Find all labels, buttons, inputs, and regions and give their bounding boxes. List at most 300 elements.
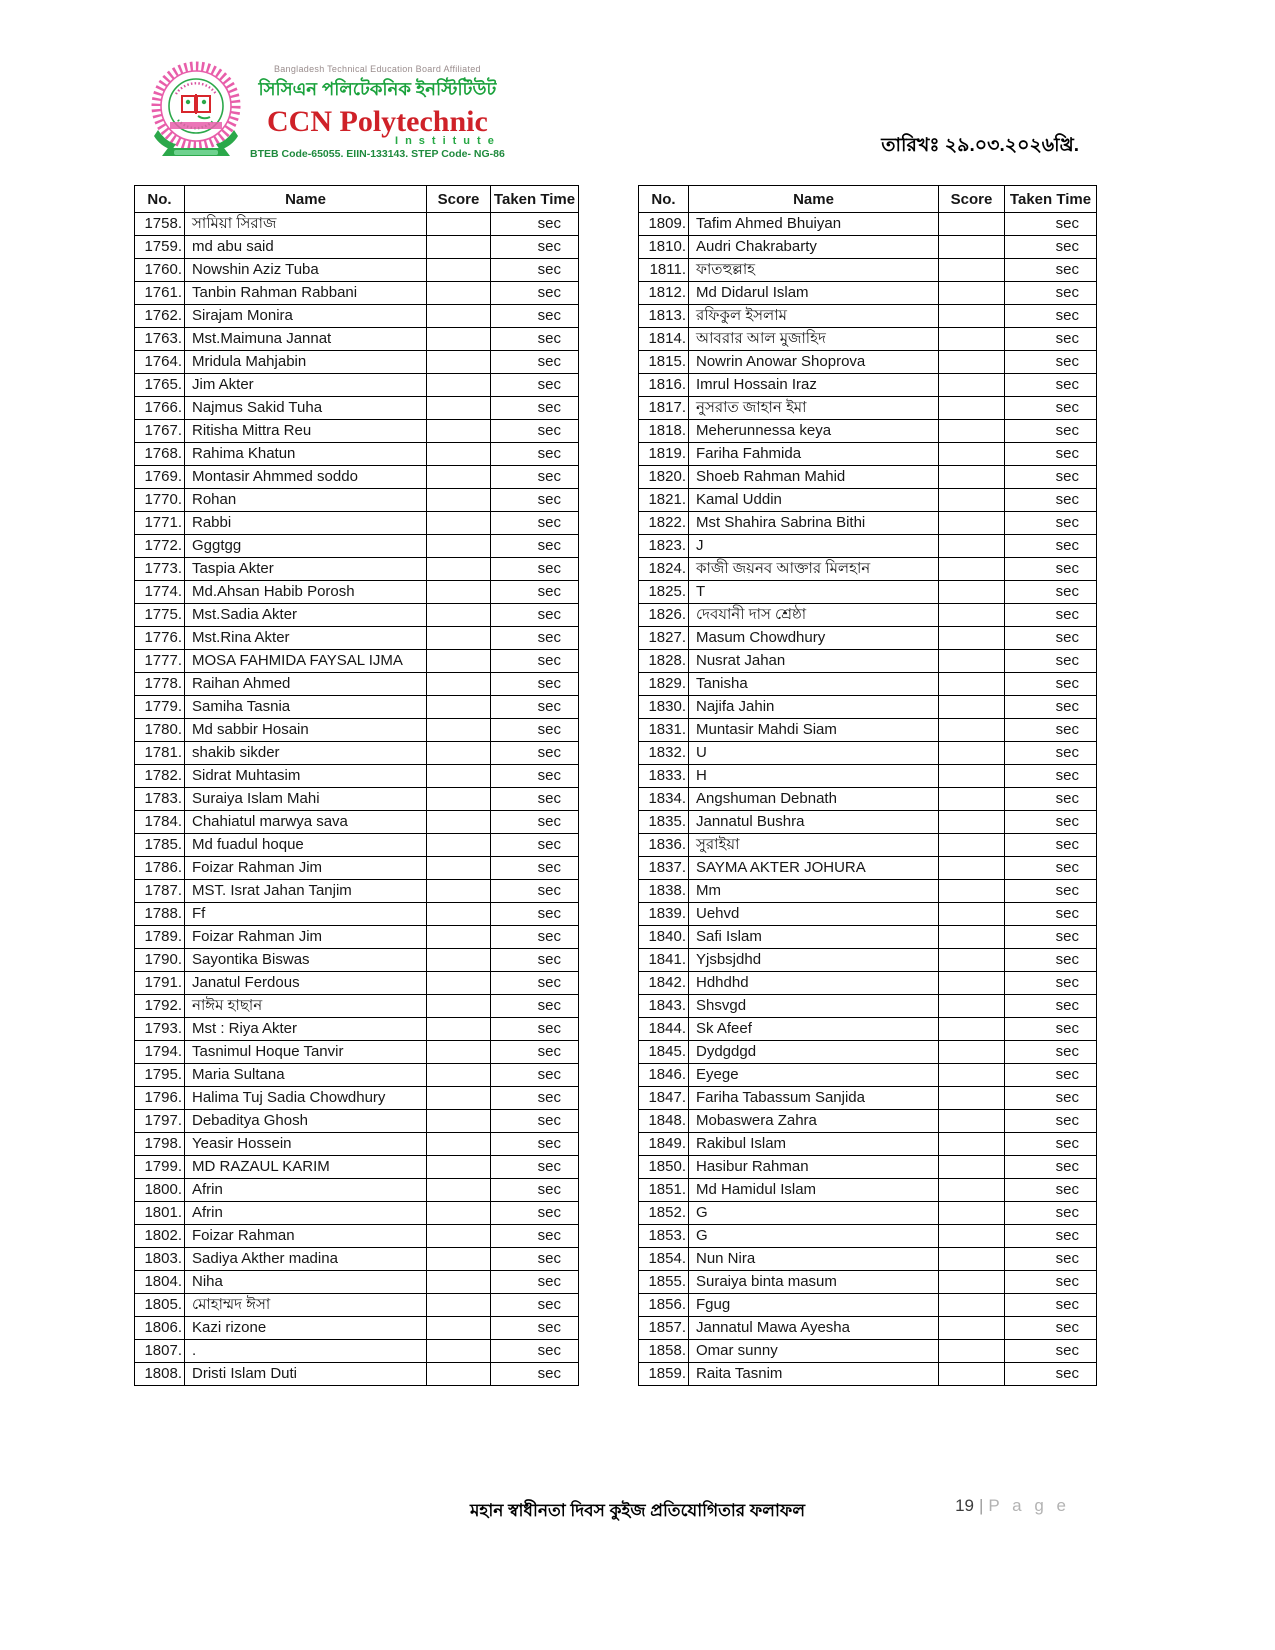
taken-time: sec	[1005, 765, 1097, 788]
taken-time: sec	[1005, 857, 1097, 880]
score-value	[939, 351, 1005, 374]
taken-time: sec	[1005, 305, 1097, 328]
score-value	[939, 1041, 1005, 1064]
taken-time: sec	[491, 972, 579, 995]
score-value	[939, 1018, 1005, 1041]
participant-name: Foizar Rahman Jim	[185, 857, 427, 880]
score-value	[427, 512, 491, 535]
participant-name: Fgug	[689, 1294, 939, 1317]
taken-time: sec	[1005, 834, 1097, 857]
table-row	[135, 696, 579, 719]
score-value	[427, 1248, 491, 1271]
row-number: 1763.	[135, 328, 185, 351]
brand-header	[148, 60, 505, 168]
score-value	[427, 926, 491, 949]
table-row	[135, 1018, 579, 1041]
score-value	[939, 742, 1005, 765]
table-row	[639, 857, 1097, 880]
score-value	[939, 1179, 1005, 1202]
participant-name: Chahiatul marwya sava	[185, 811, 427, 834]
ccn-logo	[148, 60, 244, 168]
table-row	[135, 397, 579, 420]
table-row	[639, 811, 1097, 834]
brand-text-block	[250, 60, 505, 160]
taken-time: sec	[491, 719, 579, 742]
column-header-taken-time: Taken Time	[1005, 186, 1097, 213]
participant-name: J	[689, 535, 939, 558]
score-value	[427, 374, 491, 397]
table-row	[135, 857, 579, 880]
row-number: 1770.	[135, 489, 185, 512]
table-row	[135, 926, 579, 949]
table-row	[135, 443, 579, 466]
page-word: P a g e	[988, 1496, 1070, 1515]
participant-name: Najmus Sakid Tuha	[185, 397, 427, 420]
taken-time: sec	[1005, 1156, 1097, 1179]
row-number: 1765.	[135, 374, 185, 397]
row-number: 1809.	[639, 213, 689, 236]
participant-name: দেবযানী দাস শ্রেষ্ঠা	[689, 604, 939, 627]
table-row	[135, 328, 579, 351]
table-row	[135, 972, 579, 995]
participant-name: Debaditya Ghosh	[185, 1110, 427, 1133]
row-number: 1800.	[135, 1179, 185, 1202]
row-number: 1801.	[135, 1202, 185, 1225]
score-value	[939, 236, 1005, 259]
taken-time: sec	[1005, 213, 1097, 236]
participant-name: Dristi Islam Duti	[185, 1363, 427, 1386]
taken-time: sec	[1005, 1340, 1097, 1363]
participant-name: Janatul Ferdous	[185, 972, 427, 995]
score-value	[939, 834, 1005, 857]
score-value	[427, 1018, 491, 1041]
row-number: 1856.	[639, 1294, 689, 1317]
taken-time: sec	[491, 857, 579, 880]
score-value	[939, 696, 1005, 719]
table-row	[135, 719, 579, 742]
score-value	[939, 1248, 1005, 1271]
row-number: 1804.	[135, 1271, 185, 1294]
participant-name: Suraiya Islam Mahi	[185, 788, 427, 811]
row-number: 1835.	[639, 811, 689, 834]
table-row	[639, 282, 1097, 305]
participant-name: নুসরাত জাহান ইমা	[689, 397, 939, 420]
row-number: 1853.	[639, 1225, 689, 1248]
row-number: 1767.	[135, 420, 185, 443]
row-number: 1766.	[135, 397, 185, 420]
taken-time: sec	[491, 1110, 579, 1133]
row-number: 1806.	[135, 1317, 185, 1340]
row-number: 1771.	[135, 512, 185, 535]
table-row	[135, 673, 579, 696]
score-value	[427, 443, 491, 466]
taken-time: sec	[1005, 397, 1097, 420]
score-value	[939, 1110, 1005, 1133]
taken-time: sec	[491, 949, 579, 972]
date-label: তারিখঃ ২৯.০৩.২০২৬খ্রি.	[881, 135, 1079, 156]
participant-name: Imrul Hossain Iraz	[689, 374, 939, 397]
score-value	[427, 558, 491, 581]
participant-name: H	[689, 765, 939, 788]
row-number: 1845.	[639, 1041, 689, 1064]
table-row	[639, 1363, 1097, 1386]
score-value	[427, 627, 491, 650]
table-row	[639, 213, 1097, 236]
row-number: 1803.	[135, 1248, 185, 1271]
score-value	[939, 1271, 1005, 1294]
table-row	[639, 1064, 1097, 1087]
table-row	[639, 466, 1097, 489]
participant-name: Sidrat Muhtasim	[185, 765, 427, 788]
row-number: 1832.	[639, 742, 689, 765]
participant-name: Mobaswera Zahra	[689, 1110, 939, 1133]
participant-name: Yeasir Hossein	[185, 1133, 427, 1156]
table-row	[639, 558, 1097, 581]
participant-name: Md sabbir Hosain	[185, 719, 427, 742]
institute-name-bengali: সিসিএন পলিটেকনিক ইনস্টিটিউট	[258, 79, 497, 99]
participant-name: Sayontika Biswas	[185, 949, 427, 972]
taken-time: sec	[491, 213, 579, 236]
row-number: 1786.	[135, 857, 185, 880]
row-number: 1836.	[639, 834, 689, 857]
row-number: 1798.	[135, 1133, 185, 1156]
row-number: 1759.	[135, 236, 185, 259]
taken-time: sec	[1005, 1064, 1097, 1087]
row-number: 1857.	[639, 1317, 689, 1340]
participant-name: G	[689, 1202, 939, 1225]
participant-name: SAYMA AKTER JOHURA	[689, 857, 939, 880]
score-value	[939, 282, 1005, 305]
score-value	[427, 1317, 491, 1340]
row-number: 1859.	[639, 1363, 689, 1386]
row-number: 1828.	[639, 650, 689, 673]
table-row	[639, 765, 1097, 788]
row-number: 1808.	[135, 1363, 185, 1386]
table-row	[135, 305, 579, 328]
participant-name: Najifa Jahin	[689, 696, 939, 719]
row-number: 1833.	[639, 765, 689, 788]
score-value	[939, 443, 1005, 466]
taken-time: sec	[1005, 949, 1097, 972]
table-row	[639, 742, 1097, 765]
taken-time: sec	[1005, 696, 1097, 719]
participant-name: G	[689, 1225, 939, 1248]
score-value	[939, 489, 1005, 512]
participant-name: Omar sunny	[689, 1340, 939, 1363]
participant-name: Jim Akter	[185, 374, 427, 397]
score-value	[427, 765, 491, 788]
table-row	[135, 213, 579, 236]
taken-time: sec	[1005, 1179, 1097, 1202]
participant-name: মোহাম্মদ ঈসা	[185, 1294, 427, 1317]
table-row	[639, 949, 1097, 972]
table-row	[639, 604, 1097, 627]
score-value	[939, 604, 1005, 627]
taken-time: sec	[491, 604, 579, 627]
table-row	[135, 880, 579, 903]
row-number: 1811.	[639, 259, 689, 282]
taken-time: sec	[1005, 1363, 1097, 1386]
taken-time: sec	[1005, 1018, 1097, 1041]
score-value	[427, 1202, 491, 1225]
participant-name: রফিকুল ইসলাম	[689, 305, 939, 328]
taken-time: sec	[1005, 236, 1097, 259]
participant-name: Tasnimul Hoque Tanvir	[185, 1041, 427, 1064]
score-value	[939, 880, 1005, 903]
table-row	[135, 1179, 579, 1202]
row-number: 1799.	[135, 1156, 185, 1179]
participant-name: সামিয়া সিরাজ	[185, 213, 427, 236]
column-header-name: Name	[689, 186, 939, 213]
score-value	[939, 581, 1005, 604]
taken-time: sec	[1005, 811, 1097, 834]
participant-name: Jannatul Mawa Ayesha	[689, 1317, 939, 1340]
score-value	[939, 765, 1005, 788]
taken-time: sec	[1005, 604, 1097, 627]
participant-name: Nowshin Aziz Tuba	[185, 259, 427, 282]
score-value	[427, 788, 491, 811]
table-row	[639, 1202, 1097, 1225]
participant-name: Md fuadul hoque	[185, 834, 427, 857]
score-value	[939, 811, 1005, 834]
score-value	[427, 1087, 491, 1110]
taken-time: sec	[491, 1133, 579, 1156]
row-number: 1774.	[135, 581, 185, 604]
score-value	[427, 673, 491, 696]
taken-time: sec	[1005, 1294, 1097, 1317]
participant-name: নাঈম হাছান	[185, 995, 427, 1018]
taken-time: sec	[1005, 420, 1097, 443]
row-number: 1796.	[135, 1087, 185, 1110]
score-value	[939, 1363, 1005, 1386]
table-row	[639, 696, 1097, 719]
row-number: 1851.	[639, 1179, 689, 1202]
table-row	[135, 1225, 579, 1248]
taken-time: sec	[1005, 627, 1097, 650]
row-number: 1825.	[639, 581, 689, 604]
table-row	[639, 535, 1097, 558]
score-value	[427, 305, 491, 328]
taken-time: sec	[491, 742, 579, 765]
row-number: 1849.	[639, 1133, 689, 1156]
score-value	[427, 397, 491, 420]
score-value	[427, 466, 491, 489]
score-value	[427, 351, 491, 374]
score-value	[427, 1363, 491, 1386]
score-value	[427, 857, 491, 880]
table-row	[135, 788, 579, 811]
row-number: 1773.	[135, 558, 185, 581]
participant-name: Kazi rizone	[185, 1317, 427, 1340]
taken-time: sec	[491, 650, 579, 673]
participant-name: Rakibul Islam	[689, 1133, 939, 1156]
row-number: 1768.	[135, 443, 185, 466]
taken-time: sec	[1005, 673, 1097, 696]
score-value	[939, 535, 1005, 558]
score-value	[427, 949, 491, 972]
taken-time: sec	[1005, 374, 1097, 397]
table-row	[639, 1041, 1097, 1064]
row-number: 1858.	[639, 1340, 689, 1363]
participant-name: Md Hamidul Islam	[689, 1179, 939, 1202]
row-number: 1776.	[135, 627, 185, 650]
score-value	[939, 1340, 1005, 1363]
taken-time: sec	[1005, 1271, 1097, 1294]
participant-name: Kamal Uddin	[689, 489, 939, 512]
score-value	[427, 259, 491, 282]
participant-name: Hasibur Rahman	[689, 1156, 939, 1179]
score-value	[939, 1294, 1005, 1317]
participant-name: MST. Israt Jahan Tanjim	[185, 880, 427, 903]
table-row	[639, 1317, 1097, 1340]
table-row	[639, 1087, 1097, 1110]
taken-time: sec	[1005, 650, 1097, 673]
participant-name: Meherunnessa keya	[689, 420, 939, 443]
score-value	[939, 673, 1005, 696]
row-number: 1779.	[135, 696, 185, 719]
participant-name: Mst.Sadia Akter	[185, 604, 427, 627]
score-value	[427, 972, 491, 995]
participant-name: Rohan	[185, 489, 427, 512]
taken-time: sec	[491, 673, 579, 696]
row-number: 1817.	[639, 397, 689, 420]
table-row	[639, 788, 1097, 811]
row-number: 1840.	[639, 926, 689, 949]
participant-name: Maria Sultana	[185, 1064, 427, 1087]
taken-time: sec	[1005, 972, 1097, 995]
table-row	[135, 535, 579, 558]
row-number: 1778.	[135, 673, 185, 696]
row-number: 1794.	[135, 1041, 185, 1064]
table-row	[639, 1179, 1097, 1202]
participant-name: Shsvgd	[689, 995, 939, 1018]
taken-time: sec	[491, 282, 579, 305]
table-row	[639, 673, 1097, 696]
table-row	[135, 1133, 579, 1156]
table-row	[135, 489, 579, 512]
score-value	[427, 1156, 491, 1179]
score-value	[427, 1041, 491, 1064]
table-row	[135, 1202, 579, 1225]
taken-time: sec	[491, 788, 579, 811]
taken-time: sec	[1005, 1133, 1097, 1156]
score-value	[939, 1087, 1005, 1110]
row-number: 1791.	[135, 972, 185, 995]
row-number: 1762.	[135, 305, 185, 328]
row-number: 1814.	[639, 328, 689, 351]
table-row	[135, 1110, 579, 1133]
participant-name: Hdhdhd	[689, 972, 939, 995]
row-number: 1802.	[135, 1225, 185, 1248]
taken-time: sec	[1005, 1087, 1097, 1110]
participant-name: সুরাইয়া	[689, 834, 939, 857]
participant-name: Audri Chakrabarty	[689, 236, 939, 259]
taken-time: sec	[1005, 1225, 1097, 1248]
score-value	[427, 742, 491, 765]
score-value	[427, 719, 491, 742]
table-row	[135, 949, 579, 972]
row-number: 1781.	[135, 742, 185, 765]
row-number: 1826.	[639, 604, 689, 627]
score-value	[427, 581, 491, 604]
taken-time: sec	[1005, 1110, 1097, 1133]
page-separator: |	[979, 1496, 984, 1515]
score-value	[427, 1294, 491, 1317]
table-row	[135, 558, 579, 581]
column-header-no: No.	[135, 186, 185, 213]
row-number: 1819.	[639, 443, 689, 466]
taken-time: sec	[491, 834, 579, 857]
taken-time: sec	[1005, 1317, 1097, 1340]
table-row	[639, 420, 1097, 443]
participant-name: MD RAZAUL KARIM	[185, 1156, 427, 1179]
participant-name: Niha	[185, 1271, 427, 1294]
logo-ribbon	[162, 148, 230, 156]
participant-name: Fariha Fahmida	[689, 443, 939, 466]
row-number: 1792.	[135, 995, 185, 1018]
column-header-no: No.	[639, 186, 689, 213]
score-value	[427, 1179, 491, 1202]
taken-time: sec	[1005, 259, 1097, 282]
score-value	[427, 535, 491, 558]
row-number: 1822.	[639, 512, 689, 535]
table-row	[639, 972, 1097, 995]
taken-time: sec	[1005, 535, 1097, 558]
participant-name: Shoeb Rahman Mahid	[689, 466, 939, 489]
row-number: 1815.	[639, 351, 689, 374]
row-number: 1769.	[135, 466, 185, 489]
table-row	[639, 1294, 1097, 1317]
row-number: 1838.	[639, 880, 689, 903]
score-value	[427, 420, 491, 443]
table-row	[639, 1133, 1097, 1156]
taken-time: sec	[491, 581, 579, 604]
participant-name: Safi Islam	[689, 926, 939, 949]
taken-time: sec	[1005, 742, 1097, 765]
table-row	[135, 1317, 579, 1340]
row-number: 1843.	[639, 995, 689, 1018]
table-row	[639, 995, 1097, 1018]
score-value	[427, 1133, 491, 1156]
table-header-row	[135, 186, 579, 213]
taken-time: sec	[1005, 351, 1097, 374]
score-value	[939, 926, 1005, 949]
participant-name: Tafim Ahmed Bhuiyan	[689, 213, 939, 236]
taken-time: sec	[1005, 282, 1097, 305]
table-row	[639, 1225, 1097, 1248]
table-row	[639, 374, 1097, 397]
score-value	[427, 834, 491, 857]
table-row	[639, 880, 1097, 903]
table-row	[135, 1248, 579, 1271]
taken-time: sec	[1005, 788, 1097, 811]
taken-time: sec	[491, 558, 579, 581]
score-value	[939, 903, 1005, 926]
row-number: 1823.	[639, 535, 689, 558]
score-value	[939, 1202, 1005, 1225]
score-value	[427, 489, 491, 512]
score-value	[427, 328, 491, 351]
row-number: 1852.	[639, 1202, 689, 1225]
taken-time: sec	[491, 466, 579, 489]
table-row	[135, 765, 579, 788]
row-number: 1831.	[639, 719, 689, 742]
table-row	[639, 719, 1097, 742]
row-number: 1777.	[135, 650, 185, 673]
participant-name: Mst : Riya Akter	[185, 1018, 427, 1041]
row-number: 1847.	[639, 1087, 689, 1110]
participant-name: Raihan Ahmed	[185, 673, 427, 696]
